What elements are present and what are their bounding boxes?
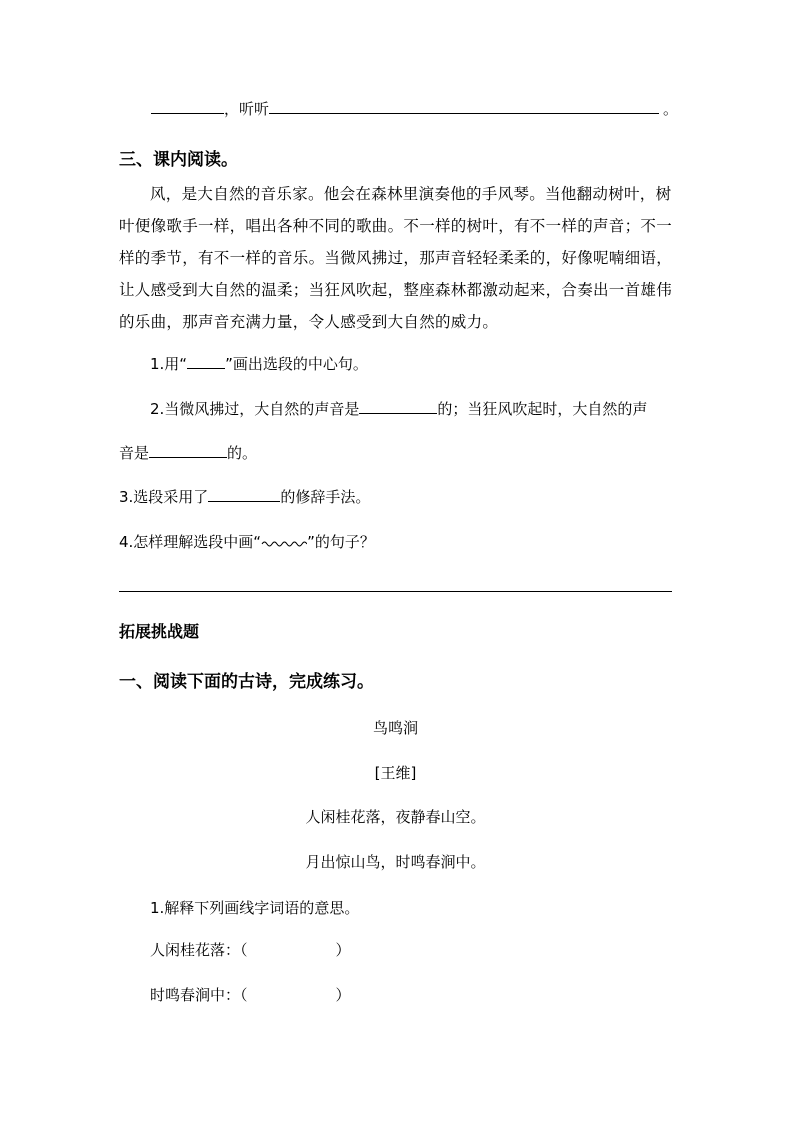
question-text: 1.用“: [150, 355, 188, 373]
listen-text: ，听听: [224, 100, 270, 118]
question-text: ”画出选段的中心句。: [225, 355, 368, 373]
answer-blank[interactable]: [269, 99, 659, 114]
question-4: [119, 532, 375, 552]
poem-line-2: 月出惊山鸟，时鸣春涧中。: [305, 853, 486, 871]
question-text: 音是: [119, 444, 150, 462]
section-divider: [119, 591, 672, 592]
challenge-question-1: 1.解释下列画线字词语的意思。: [150, 899, 360, 917]
answer-blank[interactable]: [151, 99, 224, 114]
fill-line-listen: [151, 99, 678, 119]
item-label: 时鸣春涧中：（: [150, 986, 248, 1004]
period-text: 。: [663, 100, 679, 118]
close-paren: ）: [335, 941, 351, 959]
wavy-underline-icon: [261, 535, 307, 547]
question-text: 的；当狂风吹起时，大自然的声: [437, 400, 648, 418]
definition-item-1: [150, 940, 351, 960]
poem-line-1: 人闲桂花落，夜静春山空。: [305, 808, 486, 826]
challenge-heading: 一、阅读下面的古诗，完成练习。: [119, 672, 374, 692]
answer-blank[interactable]: [187, 354, 225, 369]
poem-title: 鸟鸣涧: [372, 719, 418, 737]
question-text: 的修辞手法。: [280, 488, 371, 506]
answer-blank[interactable]: [359, 399, 437, 414]
question-2-cont: [119, 443, 257, 463]
poem-author: [王维]: [374, 764, 417, 782]
item-label: 人闲桂花落：（: [150, 941, 248, 959]
question-1: [150, 354, 368, 374]
question-text: 4.怎样理解选段中画“: [119, 533, 262, 551]
question-text: ”的句子？: [307, 533, 375, 551]
question-2: [150, 399, 647, 419]
question-text: 3.选段采用了: [119, 488, 209, 506]
answer-blank[interactable]: [208, 487, 280, 502]
reading-passage: 风，是大自然的音乐家。他会在森林里演奏他的手风琴。当他翻动树叶，树叶便像歌手一样，唱出各种不同的歌曲。不一样的树叶，有不一样的声音；不一样的季节，有不一样的音乐。当微风拂过，那声音轻轻柔柔的，好像呢喃细语，让人感受到大自然的温柔；当狂风吹起，整座森林都激动起来，合奏出一首雄伟的乐曲，那声音充满力量，令人感受到大自然的威力。: [119, 185, 673, 331]
section-heading-reading: 三、课内阅读。: [119, 150, 238, 170]
question-3: [119, 487, 370, 507]
question-text: 2.当微风拂过，大自然的声音是: [150, 400, 360, 418]
challenge-title: 拓展挑战题: [119, 622, 200, 641]
question-text: 的。: [227, 444, 258, 462]
definition-item-2: [150, 985, 351, 1005]
close-paren: ）: [335, 986, 351, 1004]
answer-blank[interactable]: [149, 443, 227, 458]
